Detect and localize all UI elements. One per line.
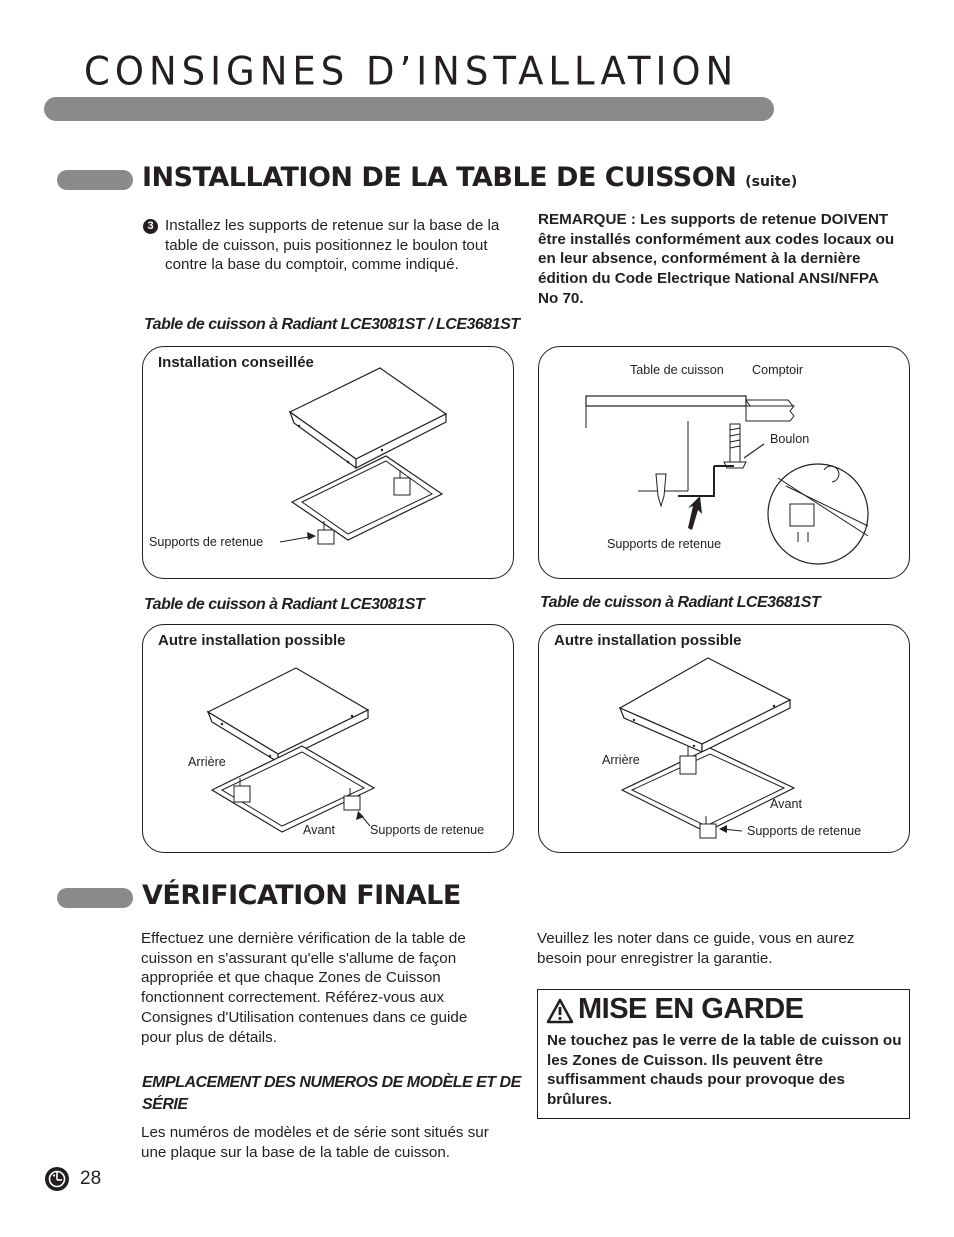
install-title-suffix: (suite): [745, 174, 798, 190]
install-section-title: [142, 162, 797, 193]
alt-3081-front-label: Avant: [303, 823, 335, 837]
detail-brackets-label: Supports de retenue: [607, 537, 722, 551]
page-number: 28: [80, 1168, 102, 1189]
detail-bolt-label: Boulon: [770, 432, 810, 446]
alt-install-3081-illustration: [142, 624, 514, 853]
lg-logo-icon: [44, 1166, 70, 1192]
step-instruction-text: Installez les supports de retenue sur la base de la table de cuisson, puis positionnez le boulon tout contre la base du comptoir, comme indiqué.: [165, 217, 500, 274]
note-text: REMARQUE : Les supports de retenue DOIVENT être installés conformément aux codes locaux ou en leur absence, conformément à la dernière édition du Code Electrique National ANSI/NFPA No 70.: [538, 211, 895, 307]
install-title-text: INSTALLATION DE LA TABLE DE CUISSON: [142, 162, 737, 193]
detail-cooktop-label: Table de cuisson: [630, 363, 724, 377]
recommended-brackets-label: Supports de retenue: [149, 535, 264, 549]
serial-location-heading: EMPLACEMENT DES NUMEROS DE MODÈLE ET DE SÉRIE: [142, 1074, 521, 1113]
alt-3681-front-label: Avant: [770, 797, 802, 811]
final-section-title: VÉRIFICATION FINALE: [142, 880, 461, 911]
alt-install-3681-label: Autre installation possible: [554, 632, 742, 649]
caption-both-models: Table de cuisson à Radiant LCE3081ST / LCE3681ST: [144, 316, 520, 333]
caption-lce3081st: Table de cuisson à Radiant LCE3081ST: [144, 596, 425, 613]
header-bar: [44, 97, 774, 121]
detail-counter-label: Comptoir: [752, 363, 804, 377]
alt-3081-brackets-label: Supports de retenue: [370, 823, 485, 837]
warning-text: Ne touchez pas le verre de la table de cuisson ou les Zones de Cuisson. Ils peuvent être suffisamment chauds pour provoque des brûlures.: [547, 1032, 902, 1109]
alt-3681-rear-label: Arrière: [602, 753, 640, 767]
keep-record-note: Veuillez les noter dans ce guide, vous en aurez besoin pour enregistrer la garantie.: [537, 930, 855, 967]
alt-3681-brackets-label: Supports de retenue: [747, 824, 862, 838]
alt-install-3681-illustration: [538, 624, 910, 853]
alt-install-3081-label: Autre installation possible: [158, 632, 346, 649]
recommended-install-label: Installation conseillée: [158, 354, 314, 371]
page-header-title: CONSIGNES D’INSTALLATION: [84, 48, 739, 95]
warning-triangle-icon: [546, 998, 574, 1024]
alt-3081-rear-label: Arrière: [188, 755, 226, 769]
warning-title: MISE EN GARDE: [578, 993, 804, 1025]
section-pill: [57, 170, 133, 190]
bracket-detail-illustration: [538, 346, 910, 579]
final-check-paragraph: Effectuez une dernière vérification de la table de cuisson en s'assurant qu'elle s'allume de façon appropriée et que chaque Zones de Cuisson fonctionnent correctement. Référez-vous aux Consignes d'Utilisation contenues dans ce guide pour plus de détails.: [141, 930, 468, 1046]
step-number-badge: 3: [143, 219, 158, 234]
serial-location-text: Les numéros de modèles et de série sont situés sur une plaque sur la base de la table de cuisson.: [141, 1124, 489, 1161]
caption-lce3681st: Table de cuisson à Radiant LCE3681ST: [540, 594, 821, 611]
section-pill: [57, 888, 133, 908]
